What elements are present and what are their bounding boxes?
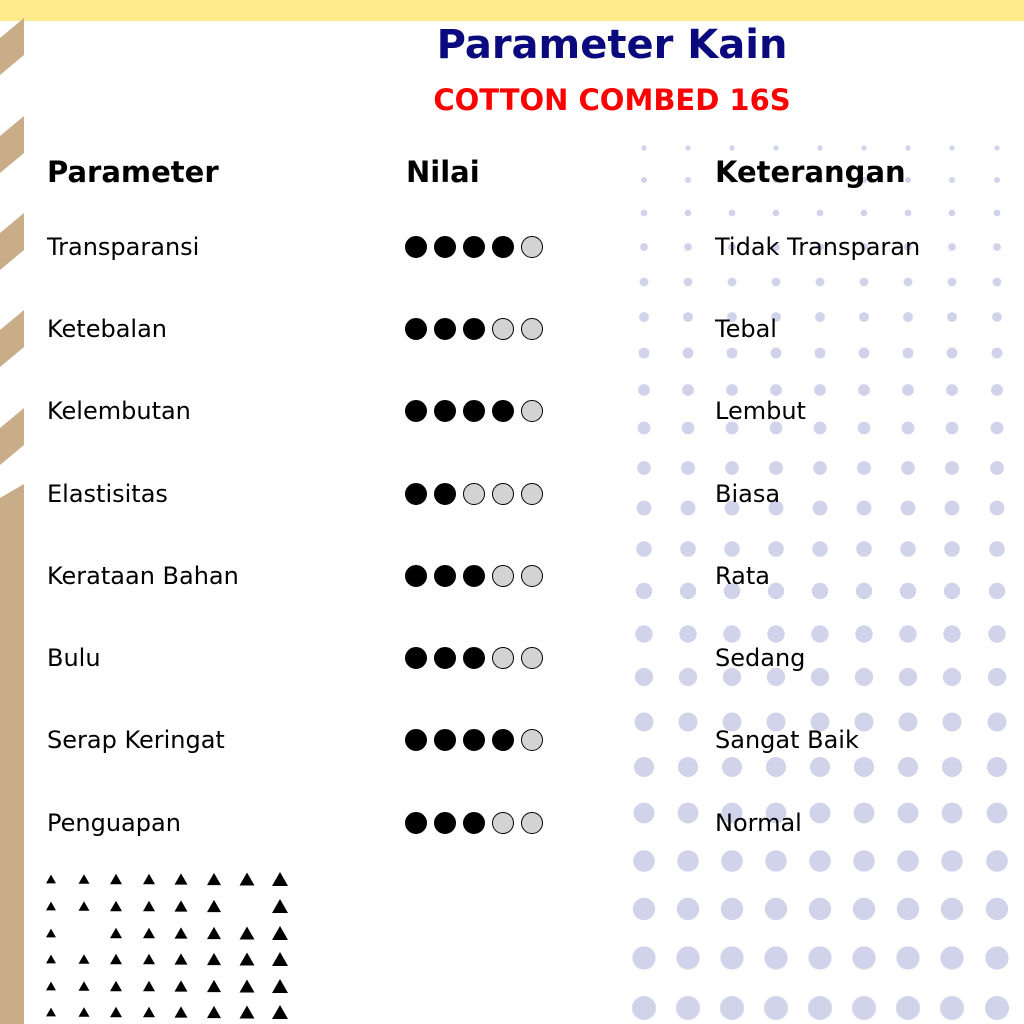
- pattern-dot: [641, 177, 647, 183]
- pattern-dot: [812, 541, 828, 557]
- parameter-description: Sangat Baik: [715, 726, 859, 754]
- pattern-triangle: [46, 982, 56, 991]
- pattern-triangle: [175, 927, 188, 938]
- pattern-dot: [990, 461, 1004, 475]
- rating-dot-filled: [434, 400, 456, 422]
- rating-dot-empty: [492, 483, 514, 505]
- rating-dot-empty: [521, 565, 543, 587]
- rating-dots: [405, 556, 543, 596]
- pattern-dot: [852, 996, 876, 1020]
- pattern-dot: [898, 757, 918, 777]
- table-row: [0, 474, 1024, 514]
- pattern-dot: [729, 145, 734, 150]
- pattern-dot: [815, 348, 826, 359]
- pattern-dot: [905, 177, 911, 183]
- pattern-dot: [896, 996, 920, 1020]
- pattern-dot: [944, 541, 960, 557]
- pattern-triangle: [175, 900, 188, 911]
- table-row: [0, 638, 1024, 678]
- parameter-name: Kelembutan: [47, 397, 191, 425]
- rating-dot-filled: [492, 236, 514, 258]
- table-row: [0, 803, 1024, 843]
- pattern-dot: [856, 541, 872, 557]
- pattern-dot: [640, 278, 649, 287]
- rating-dot-empty: [492, 565, 514, 587]
- pattern-triangle: [272, 1005, 288, 1019]
- parameter-description: Tidak Transparan: [715, 233, 921, 261]
- pattern-dot: [728, 278, 737, 287]
- pattern-triangle: [272, 926, 288, 940]
- parameter-name: Kerataan Bahan: [47, 562, 239, 590]
- pattern-triangle: [240, 979, 255, 992]
- pattern-dot: [809, 898, 831, 920]
- pattern-dot: [676, 946, 699, 969]
- pattern-triangle: [143, 981, 155, 991]
- pattern-dot: [680, 541, 696, 557]
- rating-dot-filled: [463, 729, 485, 751]
- rating-dot-filled: [405, 729, 427, 751]
- pattern-triangle: [110, 981, 122, 991]
- rating-dot-filled: [405, 236, 427, 258]
- side-stripe: [0, 116, 24, 173]
- rating-dot-filled: [434, 236, 456, 258]
- rating-dot-empty: [521, 483, 543, 505]
- pattern-dot: [810, 757, 830, 777]
- pattern-dot: [901, 461, 915, 475]
- pattern-dot: [681, 461, 695, 475]
- pattern-dot: [677, 898, 699, 920]
- pattern-dot: [941, 850, 963, 872]
- pattern-dot: [860, 278, 869, 287]
- rating-dot-filled: [463, 236, 485, 258]
- rating-dot-empty: [492, 812, 514, 834]
- pattern-triangle: [79, 981, 90, 991]
- rating-dots: [405, 638, 543, 678]
- pattern-dot: [633, 850, 655, 872]
- pattern-dot: [994, 177, 1000, 183]
- pattern-triangle: [46, 929, 56, 938]
- pattern-dot: [904, 278, 913, 287]
- pattern-dot: [897, 850, 919, 872]
- pattern-dot: [765, 898, 787, 920]
- pattern-dot: [986, 850, 1008, 872]
- pattern-dot: [720, 946, 743, 969]
- pattern-dot: [727, 348, 738, 359]
- rating-dots: [405, 309, 543, 349]
- pattern-dot: [724, 541, 740, 557]
- rating-dot-filled: [434, 565, 456, 587]
- pattern-dot: [722, 757, 742, 777]
- rating-dot-filled: [463, 400, 485, 422]
- pattern-dot: [854, 757, 874, 777]
- pattern-dot: [678, 757, 698, 777]
- parameter-description: Normal: [715, 809, 802, 837]
- pattern-dot: [859, 348, 870, 359]
- pattern-dot: [773, 145, 778, 150]
- column-header-parameter: Parameter: [47, 155, 219, 189]
- pattern-triangle: [207, 980, 221, 992]
- parameter-description: Lembut: [715, 397, 806, 425]
- pattern-triangle: [272, 952, 288, 966]
- pattern-dot: [985, 946, 1008, 969]
- pattern-triangle: [79, 901, 90, 911]
- pattern-dot: [896, 946, 919, 969]
- pattern-triangle: [143, 954, 155, 964]
- pattern-dot: [949, 177, 955, 183]
- pattern-triangle: [46, 875, 56, 884]
- rating-dot-filled: [405, 647, 427, 669]
- pattern-triangle: [175, 873, 188, 884]
- pattern-triangle: [110, 928, 122, 938]
- pattern-dot: [817, 145, 822, 150]
- pattern-triangle: [79, 1007, 90, 1017]
- page-subtitle: COTTON COMBED 16S: [433, 83, 791, 117]
- pattern-triangle: [46, 1008, 56, 1017]
- pattern-triangle: [110, 874, 122, 884]
- rating-dot-empty: [492, 647, 514, 669]
- pattern-triangle: [240, 1005, 255, 1018]
- rating-dot-filled: [405, 812, 427, 834]
- pattern-triangle: [240, 926, 255, 939]
- rating-dot-filled: [463, 565, 485, 587]
- rating-dot-empty: [492, 318, 514, 340]
- pattern-dot: [771, 348, 782, 359]
- pattern-dot: [949, 210, 956, 217]
- parameter-description: Rata: [715, 562, 770, 590]
- pattern-triangle: [207, 873, 221, 885]
- pattern-dot: [808, 946, 831, 969]
- pattern-dot: [641, 145, 646, 150]
- pattern-dot: [817, 210, 824, 217]
- table-row: [0, 227, 1024, 267]
- pattern-triangle: [79, 954, 90, 964]
- pattern-dot: [764, 946, 787, 969]
- pattern-dot: [633, 898, 655, 920]
- rating-dot-filled: [405, 483, 427, 505]
- pattern-dot: [676, 996, 700, 1020]
- rating-dot-filled: [434, 318, 456, 340]
- pattern-dot: [994, 145, 999, 150]
- rating-dot-filled: [434, 729, 456, 751]
- pattern-triangle: [110, 954, 122, 964]
- pattern-dot: [765, 850, 787, 872]
- pattern-triangle: [272, 872, 288, 886]
- pattern-triangle: [143, 1007, 155, 1017]
- pattern-dot: [816, 278, 825, 287]
- page-title: Parameter Kain: [436, 22, 788, 68]
- pattern-triangle: [272, 979, 288, 993]
- pattern-triangle: [207, 953, 221, 965]
- pattern-dot: [989, 541, 1005, 557]
- rating-dot-filled: [492, 729, 514, 751]
- triangle-pattern-decoration: [46, 872, 288, 1019]
- pattern-dot: [685, 145, 690, 150]
- pattern-dot: [764, 996, 788, 1020]
- pattern-dot: [768, 541, 784, 557]
- pattern-dot: [985, 996, 1009, 1020]
- table-row: [0, 391, 1024, 431]
- pattern-triangle: [207, 1006, 221, 1018]
- pattern-dot: [641, 210, 648, 217]
- pattern-triangle: [143, 928, 155, 938]
- rating-dot-empty: [521, 729, 543, 751]
- pattern-dot: [905, 145, 910, 150]
- pattern-dot: [992, 348, 1003, 359]
- pattern-dot: [949, 145, 954, 150]
- pattern-dot: [897, 898, 919, 920]
- pattern-dot: [685, 210, 692, 217]
- parameter-description: Tebal: [715, 315, 777, 343]
- pattern-triangle: [79, 874, 90, 884]
- pattern-triangle: [143, 874, 155, 884]
- pattern-triangle: [143, 901, 155, 911]
- pattern-dot: [725, 461, 739, 475]
- pattern-triangle: [240, 872, 255, 885]
- left-stripe-decoration: [0, 18, 24, 1024]
- pattern-dot: [940, 946, 963, 969]
- pattern-dot: [683, 348, 694, 359]
- parameter-description: Sedang: [715, 644, 806, 672]
- pattern-dot: [729, 210, 736, 217]
- pattern-dot: [677, 850, 699, 872]
- pattern-triangle: [207, 927, 221, 939]
- pattern-dot: [945, 461, 959, 475]
- rating-dots: [405, 474, 543, 514]
- pattern-dot: [994, 210, 1001, 217]
- parameter-name: Elastisitas: [47, 480, 168, 508]
- rating-dot-empty: [521, 236, 543, 258]
- pattern-dot: [813, 461, 827, 475]
- rating-dot-filled: [405, 318, 427, 340]
- pattern-dot: [857, 461, 871, 475]
- pattern-dot: [809, 850, 831, 872]
- rating-dot-filled: [434, 812, 456, 834]
- rating-dots: [405, 227, 543, 267]
- rating-dots: [405, 391, 543, 431]
- pattern-dot: [852, 946, 875, 969]
- rating-dot-filled: [434, 647, 456, 669]
- table-row: [0, 309, 1024, 349]
- pattern-dot: [861, 145, 866, 150]
- rating-dots: [405, 720, 543, 760]
- pattern-dot: [993, 278, 1002, 287]
- parameter-description: Biasa: [715, 480, 781, 508]
- rating-dot-empty: [521, 400, 543, 422]
- pattern-dot: [941, 898, 963, 920]
- pattern-dot: [772, 278, 781, 287]
- column-header-keterangan: Keterangan: [715, 155, 906, 189]
- pattern-dot: [900, 541, 916, 557]
- pattern-dot: [637, 461, 651, 475]
- pattern-dot: [987, 757, 1007, 777]
- rating-dot-empty: [463, 483, 485, 505]
- pattern-dot: [684, 278, 693, 287]
- rating-dot-filled: [405, 565, 427, 587]
- rating-dot-filled: [434, 483, 456, 505]
- pattern-dot: [903, 348, 914, 359]
- rating-dot-empty: [521, 812, 543, 834]
- pattern-dot: [632, 946, 655, 969]
- parameter-name: Serap Keringat: [47, 726, 225, 754]
- pattern-triangle: [175, 980, 188, 991]
- pattern-triangle: [110, 1007, 122, 1017]
- pattern-dot: [766, 757, 786, 777]
- rating-dot-filled: [405, 400, 427, 422]
- pattern-triangle: [110, 901, 122, 911]
- pattern-dot: [942, 757, 962, 777]
- pattern-dot: [636, 541, 652, 557]
- rating-dot-filled: [492, 400, 514, 422]
- pattern-dot: [986, 898, 1008, 920]
- rating-dot-filled: [463, 647, 485, 669]
- rating-dot-filled: [463, 318, 485, 340]
- pattern-dot: [721, 898, 743, 920]
- pattern-dot: [861, 210, 868, 217]
- rating-dot-empty: [521, 647, 543, 669]
- pattern-dot: [947, 348, 958, 359]
- pattern-dot: [853, 850, 875, 872]
- pattern-dot: [721, 850, 743, 872]
- pattern-triangle: [240, 952, 255, 965]
- pattern-dot: [632, 996, 656, 1020]
- pattern-triangle: [272, 899, 288, 913]
- rating-dots: [405, 803, 543, 843]
- table-row: [0, 556, 1024, 596]
- pattern-dot: [639, 348, 650, 359]
- pattern-dot: [769, 461, 783, 475]
- pattern-dot: [948, 278, 957, 287]
- parameter-name: Transparansi: [47, 233, 200, 261]
- pattern-triangle: [207, 900, 221, 912]
- table-row: [0, 720, 1024, 760]
- pattern-dot: [905, 210, 912, 217]
- pattern-dot: [720, 996, 744, 1020]
- pattern-dot: [685, 177, 691, 183]
- pattern-dot: [940, 996, 964, 1020]
- pattern-triangle: [46, 955, 56, 964]
- pattern-triangle: [175, 953, 188, 964]
- pattern-dot: [808, 996, 832, 1020]
- parameter-name: Ketebalan: [47, 315, 168, 343]
- column-header-nilai: Nilai: [406, 155, 480, 189]
- pattern-triangle: [175, 1006, 188, 1017]
- rating-dot-empty: [521, 318, 543, 340]
- pattern-dot: [853, 898, 875, 920]
- parameter-name: Penguapan: [47, 809, 181, 837]
- rating-dot-filled: [463, 812, 485, 834]
- pattern-dot: [773, 210, 780, 217]
- pattern-dot: [634, 757, 654, 777]
- parameter-name: Bulu: [47, 644, 101, 672]
- pattern-triangle: [46, 902, 56, 911]
